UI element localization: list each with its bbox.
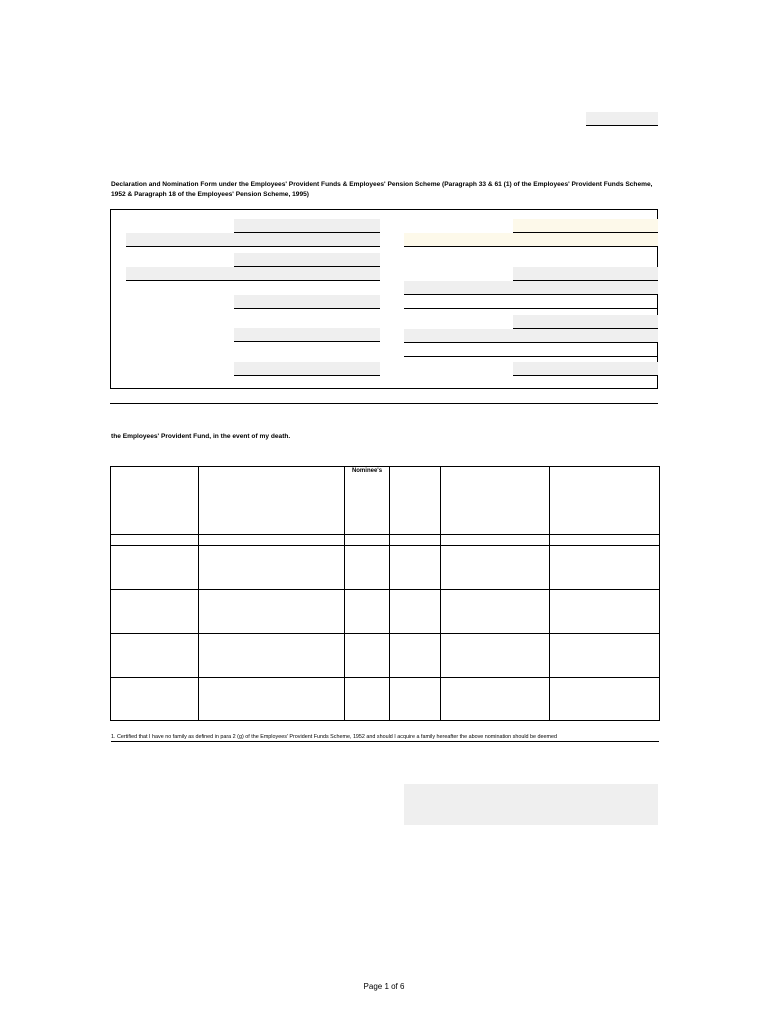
table-cell[interactable] bbox=[550, 590, 660, 634]
field-line bbox=[404, 294, 658, 295]
table-cell[interactable] bbox=[345, 678, 390, 721]
signature-box[interactable] bbox=[404, 784, 658, 825]
table-header-row bbox=[111, 467, 660, 535]
name-field[interactable] bbox=[234, 219, 380, 232]
table-cell[interactable] bbox=[111, 634, 199, 678]
table-cell[interactable] bbox=[199, 678, 345, 721]
marital-status-field[interactable] bbox=[234, 362, 380, 375]
column-header-nominee-share: Nominee's bbox=[345, 467, 390, 535]
table-cell[interactable] bbox=[199, 634, 345, 678]
father-husband-name-extended[interactable] bbox=[126, 267, 380, 280]
footnote-certification: 1. Certified that I have no family as defined in para 2 (g) of the Employees' Provident Funds Scheme, 1952 and should I acquire a family hereafter the above nomination should be deemed bbox=[111, 733, 659, 742]
father-husband-name-field[interactable] bbox=[234, 253, 380, 266]
field-line bbox=[513, 375, 658, 376]
column-header bbox=[390, 467, 441, 535]
table-cell[interactable] bbox=[111, 590, 199, 634]
table-row bbox=[111, 590, 660, 634]
column-number bbox=[390, 535, 441, 546]
field-line bbox=[404, 342, 658, 343]
account-number-extended[interactable] bbox=[404, 233, 658, 246]
table-cell[interactable] bbox=[345, 634, 390, 678]
table-cell[interactable] bbox=[441, 634, 550, 678]
field-line bbox=[126, 246, 380, 247]
column-header bbox=[550, 467, 660, 535]
table-cell[interactable] bbox=[345, 546, 390, 590]
table-cell[interactable] bbox=[550, 634, 660, 678]
date-of-birth-field[interactable] bbox=[234, 295, 380, 308]
table-cell[interactable] bbox=[441, 590, 550, 634]
table-cell[interactable] bbox=[390, 546, 441, 590]
table-row bbox=[111, 678, 660, 721]
column-number bbox=[111, 535, 199, 546]
table-cell[interactable] bbox=[111, 546, 199, 590]
table-cell[interactable] bbox=[199, 546, 345, 590]
field-line bbox=[126, 280, 380, 281]
permanent-address-line-1[interactable] bbox=[404, 329, 658, 342]
column-header bbox=[111, 467, 199, 535]
field-line bbox=[404, 246, 658, 247]
table-cell[interactable] bbox=[441, 546, 550, 590]
table-cell[interactable] bbox=[550, 678, 660, 721]
address-line-1[interactable] bbox=[404, 281, 658, 294]
column-number bbox=[441, 535, 550, 546]
form-reference-field[interactable] bbox=[586, 112, 658, 125]
form-title: Declaration and Nomination Form under the Employees' Provident Funds & Employees' Pension Scheme (Paragraph 33 & 61 (1) of the Employees' Provident Funds Scheme, 1952 & Paragraph 18 of the Employees' Pension Scheme, 1995) bbox=[111, 181, 653, 198]
table-cell[interactable] bbox=[550, 546, 660, 590]
nomination-intro: the Employees' Provident Fund, in the event of my death. bbox=[111, 433, 291, 440]
field-line bbox=[404, 308, 658, 309]
nomination-table bbox=[110, 466, 660, 721]
table-cell[interactable] bbox=[390, 590, 441, 634]
section-divider bbox=[110, 403, 658, 404]
field-line bbox=[234, 308, 380, 309]
field-line bbox=[234, 341, 380, 342]
column-header bbox=[199, 467, 345, 535]
table-row bbox=[111, 546, 660, 590]
account-number-field[interactable] bbox=[513, 219, 658, 232]
table-cell[interactable] bbox=[390, 634, 441, 678]
form-reference-underline bbox=[586, 125, 658, 126]
field-line bbox=[404, 356, 658, 357]
column-header bbox=[441, 467, 550, 535]
page-number: Page 1 of 6 bbox=[363, 982, 405, 991]
field-line bbox=[234, 375, 380, 376]
column-number bbox=[199, 535, 345, 546]
table-cell[interactable] bbox=[441, 678, 550, 721]
table-cell[interactable] bbox=[390, 678, 441, 721]
sex-field[interactable] bbox=[234, 328, 380, 341]
table-row bbox=[111, 634, 660, 678]
permanent-address-field[interactable] bbox=[513, 315, 658, 328]
table-cell[interactable] bbox=[345, 590, 390, 634]
table-cell[interactable] bbox=[111, 678, 199, 721]
date-of-joining-field[interactable] bbox=[513, 362, 658, 375]
address-field[interactable] bbox=[513, 267, 658, 280]
column-number bbox=[550, 535, 660, 546]
column-number bbox=[345, 535, 390, 546]
name-field-extended[interactable] bbox=[126, 233, 380, 246]
column-number-row bbox=[111, 535, 660, 546]
table-cell[interactable] bbox=[199, 590, 345, 634]
